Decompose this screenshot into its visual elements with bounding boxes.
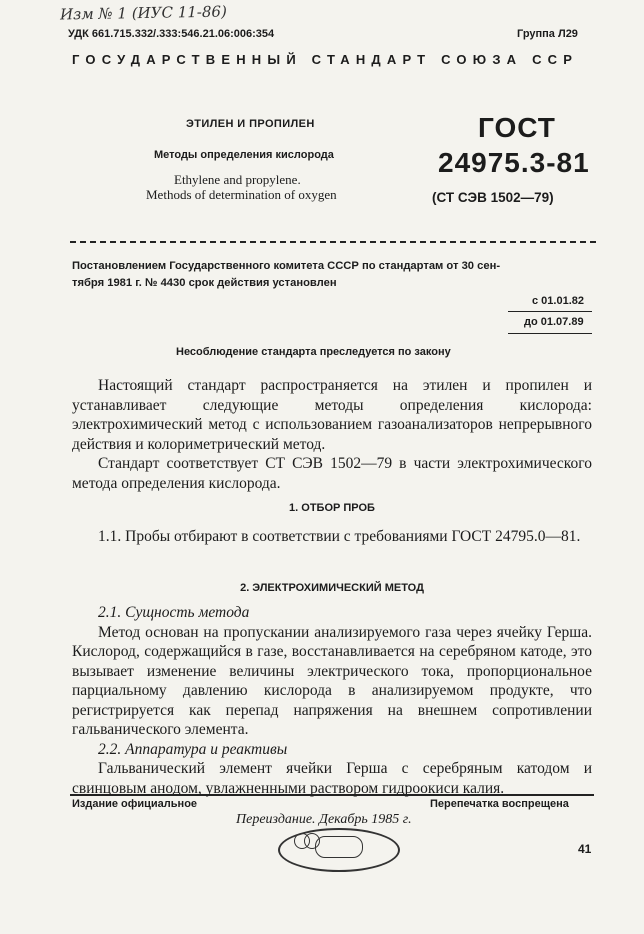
title-ru: ЭТИЛЕН И ПРОПИЛЕН bbox=[186, 118, 315, 130]
section-1-body bbox=[72, 527, 592, 547]
udk-code: УДК 661.715.332/.333:546.21.06:006:354 bbox=[68, 28, 275, 40]
subtitle-ru: Методы определения кислорода bbox=[154, 149, 334, 161]
valid-from: с 01.01.82 bbox=[532, 295, 584, 307]
header-divider bbox=[70, 241, 596, 243]
intro-paragraph-1: Настоящий стандарт распространяется на этилен и пропилен и устанавливает следующие методы определения кислорода: электрохимический метод с использованием газоанализаторов непрерывного действия и колориметрический метод. bbox=[72, 377, 592, 453]
decree-line-2: тября 1981 г. № 4430 срок действия установлен bbox=[72, 277, 337, 289]
section-1-paragraph: 1.1. Пробы отбирают в соответствии с требованиями ГОСТ 24795.0—81. bbox=[98, 528, 581, 545]
footer-divider bbox=[70, 794, 594, 796]
handwritten-note: Изм № 1 (ИУС 11-86) bbox=[59, 2, 228, 24]
publisher-stamp bbox=[278, 828, 400, 872]
section-2-body bbox=[72, 603, 592, 798]
footer-official: Издание официальное bbox=[72, 798, 198, 810]
validity-divider-2 bbox=[508, 333, 592, 334]
subsection-2-1-title: 2.1. Сущность метода bbox=[98, 604, 250, 621]
subsection-2-2-text: Гальванический элемент ячейки Герша с серебряным катодом и свинцовым анодом, увлажненными раствором гидроокиси калия. bbox=[72, 760, 592, 797]
intro-paragraph-2: Стандарт соответствует СТ СЭВ 1502—79 в части электрохимического метода определения кислорода. bbox=[72, 455, 592, 492]
page-number: 41 bbox=[578, 842, 592, 856]
subsection-2-1-text: Метод основан на пропускании анализируемого газа через ячейку Герша. Кислород, содержащийся в газе, восстанавливается на серебряном катоде, это вызывает изменение величины электрического тока, пропорциональное парциальному давлению кислорода в анализируемом продукте, что регистрируется как перепад напряжения на внешнем сопротивлении гальванического элемента. bbox=[72, 623, 592, 738]
valid-to: до 01.07.89 bbox=[524, 316, 584, 328]
st-sev-reference: (СТ СЭВ 1502—79) bbox=[432, 190, 554, 205]
section-1-title: 1. ОТБОР ПРОБ bbox=[289, 502, 375, 514]
title-en-1: Ethylene and propylene. bbox=[174, 172, 301, 187]
stamp-emblem-icon bbox=[315, 836, 363, 858]
title-en-2: Methods of determination of oxygen bbox=[146, 187, 337, 202]
state-standard-banner: ГОСУДАРСТВЕННЫЙ СТАНДАРТ СОЮЗА ССР bbox=[72, 52, 579, 67]
reissue-note: Переиздание. Декабрь 1985 г. bbox=[236, 812, 412, 827]
decree-line-1: Постановлением Государственного комитета СССР по стандартам от 30 сен- bbox=[72, 260, 501, 272]
law-notice: Несоблюдение стандарта преследуется по закону bbox=[176, 346, 451, 358]
intro-text bbox=[72, 376, 592, 493]
group-code: Группа Л29 bbox=[517, 28, 578, 40]
validity-divider bbox=[508, 311, 592, 312]
section-2-title: 2. ЭЛЕКТРОХИМИЧЕСКИЙ МЕТОД bbox=[240, 582, 424, 594]
subsection-2-2-title: 2.2. Аппаратура и реактивы bbox=[98, 740, 288, 758]
gost-label: ГОСТ bbox=[478, 112, 556, 143]
footer-reprint: Перепечатка воспрещена bbox=[430, 798, 569, 810]
gost-number: 24975.3-81 bbox=[438, 147, 590, 178]
